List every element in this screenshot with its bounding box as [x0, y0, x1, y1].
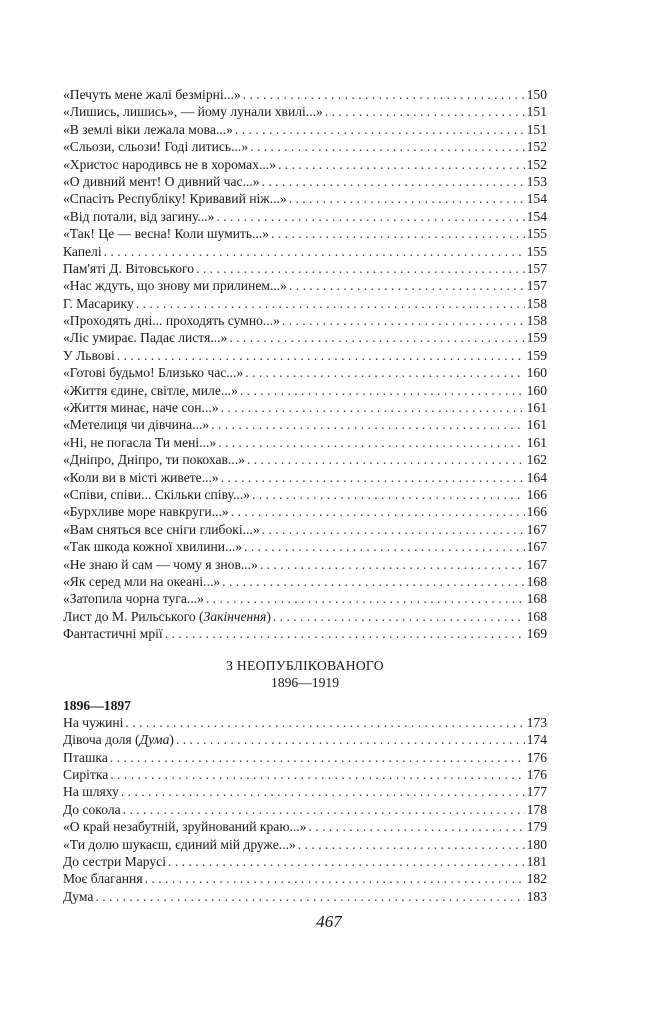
toc-entry: [63, 749, 547, 766]
toc-entry-title: [63, 190, 287, 207]
toc-entry-page: 160: [526, 365, 547, 381]
toc-list-bottom: [63, 714, 547, 905]
toc-entry-title-text: Дума: [63, 888, 94, 904]
toc-dot-leader: [176, 731, 525, 748]
toc-entry: [63, 573, 547, 590]
toc-dot-leader: [117, 347, 525, 364]
toc-entry-page: 162: [526, 452, 547, 468]
toc-entry-page: 166: [526, 486, 547, 502]
toc-entry-page: 161: [526, 400, 547, 416]
toc-entry: [63, 382, 547, 399]
toc-entry: [63, 783, 547, 800]
toc-entry: [63, 86, 547, 103]
toc-entry: [63, 295, 547, 312]
toc-entry-title: [63, 469, 219, 486]
toc-entry-title-italic: Дума: [139, 732, 170, 748]
toc-dot-leader: [221, 469, 525, 486]
toc-entry-title: [63, 836, 296, 853]
toc-entry-title-text: «В землі віки лежала мова...»: [63, 121, 233, 137]
toc-entry-title: [63, 801, 121, 818]
toc-entry-title-text: Г. Масарику: [63, 295, 134, 311]
toc-dot-leader: [235, 121, 525, 138]
toc-entry-title-text: Фантастичні мрії: [63, 626, 163, 642]
toc-entry-page: 167: [526, 539, 547, 555]
toc-entry-page: 158: [526, 295, 547, 311]
toc-entry-title-text: «Лишись, лишись», — йому лунали хвилі...»: [63, 104, 323, 120]
toc-entry-title-text: «Від потали, від загину...»: [63, 208, 215, 224]
toc-entry-page: 154: [526, 191, 547, 207]
toc-entry-page: 157: [526, 260, 547, 276]
toc-entry: [63, 801, 547, 818]
toc-entry-page: 180: [526, 836, 547, 852]
toc-entry-title: [63, 173, 260, 190]
toc-entry-page: 159: [526, 347, 547, 363]
toc-entry-title: [63, 590, 204, 607]
toc-entry-page: 160: [526, 382, 547, 398]
toc-entry-page: 182: [526, 871, 547, 887]
toc-entry-title-suffix: ): [169, 732, 174, 748]
toc-entry-title: [63, 573, 220, 590]
toc-entry-title-italic: Закінчення: [203, 608, 267, 624]
toc-entry: [63, 103, 547, 120]
toc-entry-page: 183: [526, 888, 547, 904]
toc-list-top: [63, 86, 547, 643]
toc-entry-title: [63, 714, 123, 731]
toc-dot-leader: [250, 138, 524, 155]
toc-dot-leader: [218, 434, 524, 451]
toc-entry: [63, 277, 547, 294]
toc-entry: [63, 190, 547, 207]
toc-entry-title: [63, 208, 214, 225]
toc-entry-title-text: «Життя єдине, світле, миле...»: [63, 382, 238, 398]
toc-entry-title-text: Дівоча доля (: [63, 732, 140, 748]
toc-entry: [63, 731, 547, 748]
toc-entry-title-text: «Христос народивсь не в хоромах...»: [63, 156, 276, 172]
toc-dot-leader: [231, 503, 525, 520]
toc-entry-page: 181: [526, 854, 547, 870]
toc-dot-leader: [168, 853, 525, 870]
section-years: 1896—1919: [271, 674, 339, 690]
toc-dot-leader: [206, 590, 525, 607]
toc-entry-title: [63, 766, 108, 783]
toc-dot-leader: [136, 295, 525, 312]
toc-entry: [63, 608, 547, 625]
toc-entry-title-text: «Метелиця чи дівчина...»: [63, 417, 210, 433]
toc-entry-title-text: «Проходять дні... проходять сумно...»: [63, 313, 280, 329]
toc-entry-title: [63, 399, 219, 416]
toc-dot-leader: [211, 416, 524, 433]
toc-entry-title-text: «Вам сняться все сніги глибокі...»: [63, 521, 260, 537]
toc-entry: [63, 399, 547, 416]
toc-entry-page: 168: [526, 591, 547, 607]
toc-entry: [63, 469, 547, 486]
toc-dot-leader: [229, 329, 524, 346]
page-number: 467: [316, 912, 342, 931]
toc-dot-leader: [244, 538, 525, 555]
toc-entry-title-suffix: ): [266, 608, 271, 624]
toc-dot-leader: [289, 277, 525, 294]
toc-entry-title-text: Лист до М. Рильського (: [63, 608, 204, 624]
toc-dot-leader: [245, 364, 524, 381]
toc-entry-title-text: «Ти долю шукаєш, єдиний мій друже...»: [63, 836, 296, 852]
toc-entry: [63, 625, 547, 642]
toc-entry-title: [63, 312, 280, 329]
toc-entry-page: 151: [526, 121, 547, 137]
toc-entry-title: [63, 243, 102, 260]
toc-dot-leader: [110, 766, 524, 783]
toc-entry: [63, 888, 547, 905]
toc-entry-title: [63, 486, 250, 503]
toc-dot-leader: [252, 486, 525, 503]
toc-entry-title-text: «О край незабутній, зруйнований краю...»: [63, 819, 307, 835]
toc-entry-title: [63, 260, 194, 277]
toc-dot-leader: [104, 243, 525, 260]
toc-entry-page: 152: [526, 156, 547, 172]
toc-entry-title: [63, 818, 306, 835]
toc-dot-leader: [240, 382, 525, 399]
toc-dot-leader: [121, 783, 525, 800]
toc-entry-title: [63, 295, 134, 312]
toc-entry-title-text: «Печуть мене жалі безмірні...»: [63, 87, 241, 102]
toc-entry-title: [63, 103, 323, 120]
toc-entry-title: [63, 364, 243, 381]
toc-dot-leader: [247, 451, 525, 468]
toc-entry-title: [63, 86, 241, 103]
toc-entry-page: 166: [526, 504, 547, 520]
toc-entry-title: [63, 888, 93, 905]
toc-entry-page: 155: [526, 243, 547, 259]
toc-entry-page: 176: [526, 767, 547, 783]
toc-entry: [63, 434, 547, 451]
toc-entry-page: 159: [526, 330, 547, 346]
toc-entry-page: 168: [526, 608, 547, 624]
toc-entry-title-text: «О дивний мент! О дивний час...»: [63, 173, 260, 189]
toc-entry: [63, 521, 547, 538]
toc-entry-title: [63, 434, 216, 451]
toc-dot-leader: [243, 86, 525, 103]
toc-entry-title-text: Моє благання: [63, 871, 143, 887]
toc-entry-title-text: «Ліс умирає. Падає листя...»: [63, 330, 228, 346]
toc-entry-page: 157: [526, 278, 547, 294]
toc-entry-page: 161: [526, 417, 547, 433]
toc-entry: [63, 818, 547, 835]
toc-dot-leader: [298, 836, 525, 853]
toc-entry-title-text: «Коли ви в місті живете...»: [63, 469, 219, 485]
toc-entry-title-text: До сестри Марусі: [63, 854, 166, 870]
toc-entry: [63, 243, 547, 260]
toc-dot-leader: [216, 208, 524, 225]
toc-dot-leader: [110, 749, 525, 766]
toc-entry-page: 174: [526, 732, 547, 748]
toc-entry-title: [63, 416, 209, 433]
toc-entry: [63, 156, 547, 173]
toc-entry-title-text: «Так! Це — весна! Коли шумить...»: [63, 226, 270, 242]
toc-entry: [63, 486, 547, 503]
toc-entry-title: [63, 556, 258, 573]
toc-entry-title: [63, 503, 229, 520]
toc-dot-leader: [221, 399, 525, 416]
toc-dot-leader: [271, 225, 525, 242]
toc-entry-page: 161: [526, 434, 547, 450]
toc-dot-leader: [325, 103, 525, 120]
toc-entry-title-text: «Затопила чорна туга...»: [63, 591, 204, 607]
table-of-contents: [63, 86, 547, 905]
toc-entry-title: [63, 225, 269, 242]
toc-entry: [63, 714, 547, 731]
toc-entry-title-text: «Нас ждуть, що знову ми прилинем...»: [63, 278, 287, 294]
toc-entry-title-text: «Бурхливе море навкруги...»: [63, 504, 229, 520]
toc-dot-leader: [125, 714, 524, 731]
toc-entry: [63, 312, 547, 329]
section-heading: З НЕОПУБЛІКОВАНОГО: [226, 657, 384, 673]
toc-entry-title-text: «Дніпро, Дніпро, ти покохав...»: [63, 452, 245, 468]
toc-entry-title: [63, 277, 287, 294]
toc-entry-title: [63, 382, 238, 399]
toc-entry: [63, 853, 547, 870]
toc-entry-page: 152: [526, 139, 547, 155]
toc-entry-page: 158: [526, 313, 547, 329]
toc-entry: [63, 225, 547, 242]
toc-entry: [63, 364, 547, 381]
toc-entry-title: [63, 538, 242, 555]
toc-entry-title-text: У Львові: [63, 347, 115, 363]
toc-entry-page: 167: [526, 521, 547, 537]
toc-entry: [63, 416, 547, 433]
toc-dot-leader: [282, 312, 525, 329]
toc-dot-leader: [278, 156, 525, 173]
toc-dot-leader: [123, 801, 525, 818]
toc-entry-title-text: Пам'яті Д. Вітовського: [63, 260, 195, 276]
toc-entry-title: [63, 731, 174, 748]
toc-entry-page: 177: [526, 784, 547, 800]
toc-entry: [63, 590, 547, 607]
toc-entry-title: [63, 156, 276, 173]
toc-dot-leader: [95, 888, 524, 905]
toc-entry-title-text: На чужині: [63, 714, 124, 730]
toc-entry-title-text: Капелі: [63, 243, 102, 259]
toc-dot-leader: [165, 625, 525, 642]
toc-entry: [63, 870, 547, 887]
toc-dot-leader: [273, 608, 525, 625]
toc-entry-page: 167: [526, 556, 547, 572]
toc-dot-leader: [308, 818, 524, 835]
toc-entry: [63, 766, 547, 783]
toc-entry-page: 155: [526, 226, 547, 242]
toc-entry-title: [63, 625, 163, 642]
toc-entry-page: 168: [526, 573, 547, 589]
toc-entry: [63, 451, 547, 468]
toc-dot-leader: [196, 260, 525, 277]
toc-entry-page: 151: [526, 104, 547, 120]
toc-entry: [63, 260, 547, 277]
toc-entry-page: 179: [526, 819, 547, 835]
toc-entry-title-text: «Життя минає, наче сон...»: [63, 400, 219, 416]
toc-entry-page: 169: [526, 626, 547, 642]
toc-entry-title-text: «Співи, співи... Скільки співу...»: [63, 486, 250, 502]
toc-entry: [63, 347, 547, 364]
toc-dot-leader: [262, 521, 525, 538]
toc-dot-leader: [222, 573, 524, 590]
toc-entry-page: 164: [526, 469, 547, 485]
toc-entry-title: [63, 138, 248, 155]
toc-entry-title-text: «Спасіть Республіку! Кривавий ніж...»: [63, 191, 287, 207]
toc-entry-title: [63, 783, 119, 800]
toc-entry-page: 153: [526, 173, 547, 189]
toc-entry-title: [63, 853, 166, 870]
toc-entry: [63, 329, 547, 346]
toc-entry: [63, 556, 547, 573]
toc-entry-title: [63, 749, 108, 766]
toc-entry: [63, 503, 547, 520]
toc-dot-leader: [289, 190, 525, 207]
toc-entry: [63, 138, 547, 155]
toc-entry-title-text: «Не знаю й сам — чому я знов...»: [63, 556, 258, 572]
toc-entry-page: 176: [526, 749, 547, 765]
toc-entry: [63, 208, 547, 225]
toc-entry-title: [63, 451, 245, 468]
toc-dot-leader: [262, 173, 525, 190]
toc-entry-title: [63, 121, 233, 138]
toc-entry-title-text: «Так шкода кожної хвилини...»: [63, 539, 243, 555]
toc-entry-title: [63, 521, 260, 538]
toc-entry: [63, 121, 547, 138]
year-group-heading: 1896—1897: [63, 697, 131, 713]
toc-entry-page: 178: [526, 801, 547, 817]
toc-entry-page: 150: [526, 87, 547, 102]
toc-entry-title: [63, 608, 271, 625]
toc-dot-leader: [145, 870, 525, 887]
toc-dot-leader: [260, 556, 525, 573]
toc-entry-title-text: «Як серед мли на океані...»: [63, 573, 221, 589]
toc-entry-title-text: Сирітка: [63, 767, 109, 783]
toc-entry-title-text: «Готові будьмо! Близько час...»: [63, 365, 244, 381]
toc-entry-title-text: «Сльози, сльози! Годі литись...»: [63, 139, 249, 155]
toc-entry-title-text: Пташка: [63, 749, 108, 765]
toc-entry-page: 154: [526, 208, 547, 224]
toc-entry-title-text: «Ні, не погасла Ти мені...»: [63, 434, 217, 450]
toc-entry-page: 173: [526, 714, 547, 730]
toc-entry-title: [63, 329, 227, 346]
toc-entry: [63, 173, 547, 190]
toc-entry: [63, 538, 547, 555]
toc-entry-title: [63, 347, 115, 364]
toc-entry-title: [63, 870, 143, 887]
toc-entry-title-text: До сокола: [63, 801, 121, 817]
toc-entry-title-text: На шляху: [63, 784, 119, 800]
toc-entry: [63, 836, 547, 853]
